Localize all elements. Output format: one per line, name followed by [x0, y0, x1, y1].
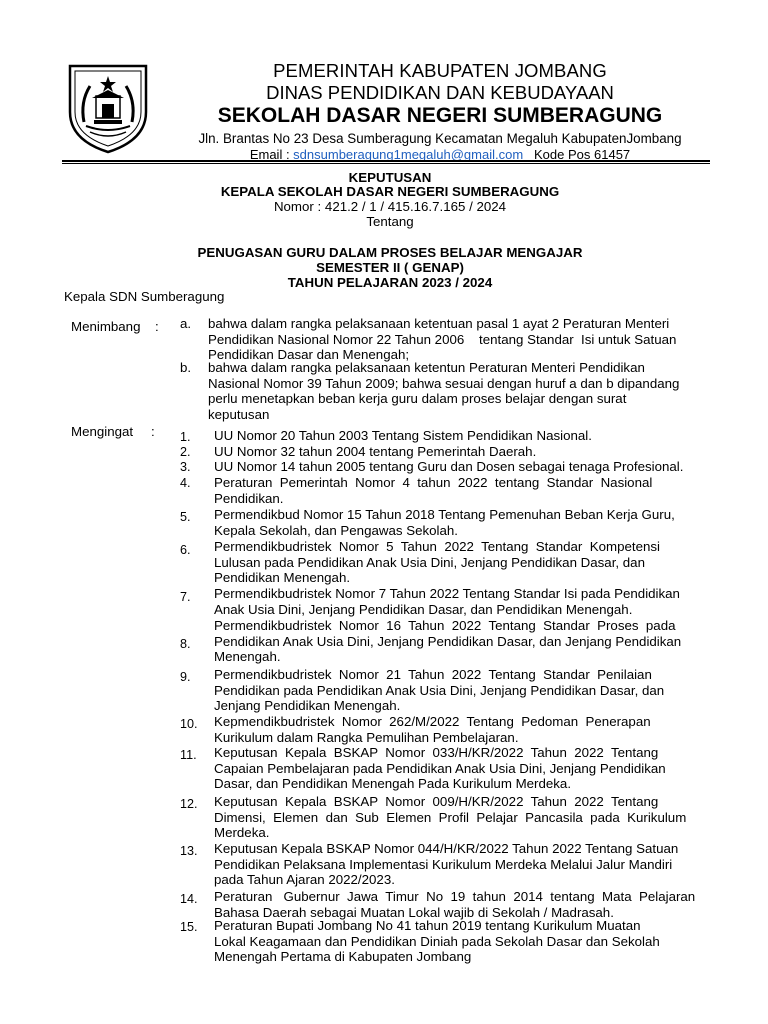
list-item	[214, 889, 705, 920]
text-line: bahwa dalam rangka pelaksanaan ketentuan pasal 1 ayat 2 Peraturan Menteri	[208, 316, 670, 331]
email-link[interactable]: sdnsumberagung1megaluh@gmail.com	[293, 147, 524, 162]
decree-title: KEPUTUSAN	[348, 170, 432, 185]
list-item	[214, 667, 705, 714]
text-line: Pendidikan Pelaksana Implementasi Kurikulum Merdeka Melalui Jalur Mandiri	[214, 856, 673, 872]
list-number: 4.	[180, 476, 191, 490]
list-item	[214, 507, 705, 538]
list-number: 14.	[180, 892, 198, 906]
list-number: 11.	[180, 748, 197, 762]
subject-line-2: SEMESTER II ( GENAP)	[316, 260, 464, 275]
list-item	[214, 714, 705, 745]
menimbang-item	[208, 360, 702, 422]
text-line: Pendidikan Anak Usia Dini, Jenjang Pendidikan Dasar, dan Jenjang Pendidikan	[214, 633, 682, 649]
menimbang-marker: b.	[180, 360, 192, 375]
text-line: UU Nomor 14 tahun 2005 tentang Guru dan Dosen sebagai tenaga Profesional.	[214, 459, 684, 474]
text-line: Nasional Nomor 39 Tahun 2009; bahwa sesuai dengan huruf a dan b dipandang	[208, 375, 680, 391]
header-divider	[62, 160, 710, 162]
text-line: perlu menetapkan beban kerja guru dalam proses belajar dengan surat	[208, 391, 627, 407]
text-line: Pendidikan Dasar dan Menengah;	[208, 347, 410, 363]
text-line: UU Nomor 20 Tahun 2003 Tentang Sistem Pendidikan Nasional.	[214, 428, 592, 443]
text-line: Peraturan Bupati Jombang No 41 tahun 2019 tentang Kurikulum Muatan	[214, 918, 641, 933]
department-name: DINAS PENDIDIKAN DAN KEBUDAYAAN	[266, 82, 614, 103]
text-line: Pendidikan Menengah.	[214, 570, 351, 586]
text-line: Keputusan Kepala BSKAP Nomor 044/H/KR/2022 Tahun 2022 Tentang Satuan	[214, 841, 679, 856]
list-item	[214, 618, 705, 665]
subject-line-3: TAHUN PELAJARAN 2023 / 2024	[287, 275, 493, 290]
list-item	[214, 444, 705, 460]
list-number: 15.	[180, 920, 198, 934]
list-number: 6.	[180, 543, 191, 557]
list-number: 12.	[180, 797, 198, 811]
mengingat-label: Mengingat	[71, 424, 134, 439]
mengingat-colon: :	[151, 424, 155, 439]
text-line: Pendidikan pada Pendidikan Anak Usia Dini, Jenjang Pendidikan Dasar, dan	[214, 682, 665, 698]
text-line: Menengah Pertama di Kabupaten Jombang	[214, 949, 472, 965]
list-number: 10.	[180, 717, 198, 731]
postcode: Kode Pos 61457	[534, 147, 631, 162]
text-line: Pendidikan Nasional Nomor 22 Tahun 2006 tentang Standar Isi untuk Satuan	[208, 331, 677, 347]
text-line: Kepala Sekolah, dan Pengawas Sekolah.	[214, 522, 458, 538]
text-line: Capaian Pembelajaran pada Pendidikan Anak Usia Dini, Jenjang Pendidikan	[214, 760, 666, 776]
list-number: 9.	[180, 670, 191, 684]
subject-line-1: PENUGASAN GURU DALAM PROSES BELAJAR MENGAJAR	[197, 245, 583, 260]
email-label: Email :	[249, 147, 294, 162]
text-line: Permendikbudristek Nomor 21 Tahun 2022 Tentang Standar Penilaian	[214, 667, 652, 682]
school-address: Jln. Brantas No 23 Desa Sumberagung Kecamatan Megaluh KabupatenJombang	[198, 131, 682, 146]
decree-issuer: KEPALA SEKOLAH DASAR NEGERI SUMBERAGUNG	[220, 184, 560, 199]
menimbang-item	[208, 316, 702, 363]
text-line: Merdeka.	[214, 825, 270, 841]
list-number: 7.	[180, 590, 191, 604]
list-number: 3.	[180, 460, 191, 474]
text-line: Lokal Keagamaan dan Pendidikan Diniah pada Sekolah Dasar dan Sekolah	[214, 933, 660, 949]
text-line: Permendikbudristek Nomor 7 Tahun 2022 Tentang Standar Isi pada Pendidikan	[214, 586, 680, 601]
text-line: Permendikbudristek Nomor 5 Tahun 2022 Tentang Standar Kompetensi	[214, 539, 660, 554]
text-line: Keputusan Kepala BSKAP Nomor 009/H/KR/2022 Tahun 2022 Tentang	[214, 794, 659, 809]
list-number: 8.	[180, 637, 191, 651]
text-line: Pendidikan.	[214, 490, 284, 506]
text-line: Peraturan Pemerintah Nomor 4 tahun 2022 tentang Standar Nasional	[214, 475, 653, 490]
list-number: 2.	[180, 445, 191, 459]
text-line: Lulusan pada Pendidikan Anak Usia Dini, Jenjang Pendidikan Dasar, dan	[214, 554, 645, 570]
list-number: 5.	[180, 510, 191, 524]
header-divider-thin	[62, 163, 710, 164]
list-item	[214, 539, 705, 586]
decree-about: Tentang	[366, 214, 414, 229]
text-line: Dasar, dan Pendidikan Menengah Pada Kurikulum Merdeka.	[214, 776, 572, 792]
text-line: Jenjang Pendidikan Menengah.	[214, 698, 401, 714]
list-item	[214, 475, 705, 506]
menimbang-label: Menimbang	[71, 319, 141, 334]
text-line: keputusan	[208, 406, 270, 422]
school-name: SEKOLAH DASAR NEGERI SUMBERAGUNG	[217, 104, 663, 127]
regency-emblem-icon	[66, 62, 150, 154]
list-number: 13.	[180, 844, 198, 858]
text-line: bahwa dalam rangka pelaksanaan ketentun Peraturan Menteri Pendidikan	[208, 360, 645, 375]
menimbang-marker: a.	[180, 316, 192, 331]
school-head: Kepala SDN Sumberagung	[64, 289, 225, 304]
list-item	[214, 745, 705, 792]
text-line: Bahasa Daerah sebagai Muatan Lokal wajib di Sekolah / Madrasah.	[214, 904, 614, 920]
text-line: Kepmendikbudristek Nomor 262/M/2022 Tentang Pedoman Penerapan	[214, 714, 651, 729]
text-line: UU Nomor 32 tahun 2004 tentang Pemerintah Daerah.	[214, 444, 537, 459]
list-item	[214, 841, 705, 888]
decree-number: Nomor : 421.2 / 1 / 415.16.7.165 / 2024	[273, 199, 507, 214]
text-line: Peraturan Gubernur Jawa Timur No 19 tahun 2014 tentang Mata Pelajaran	[214, 889, 696, 904]
list-item	[214, 918, 705, 965]
list-number: 1.	[180, 430, 191, 444]
text-line: Permendikbud Nomor 15 Tahun 2018 Tentang Pemenuhan Beban Kerja Guru,	[214, 507, 675, 522]
text-line: Kurikulum dalam Rangka Pemulihan Pembelajaran.	[214, 729, 519, 745]
text-line: pada Tahun Ajaran 2022/2023.	[214, 872, 395, 888]
list-item	[214, 794, 705, 841]
text-line: Dimensi, Elemen dan Sub Elemen Profil Pelajar Pancasila pada Kurikulum	[214, 809, 687, 825]
text-line: Permendikbudristek Nomor 16 Tahun 2022 Tentang Standar Proses pada	[214, 618, 676, 633]
text-line: Keputusan Kepala BSKAP Nomor 033/H/KR/2022 Tahun 2022 Tentang	[214, 745, 659, 760]
government-name: PEMERINTAH KABUPATEN JOMBANG	[273, 60, 607, 81]
text-line: Anak Usia Dini, Jenjang Pendidikan Dasar, dan Pendidikan Menengah.	[214, 601, 633, 617]
menimbang-colon: :	[155, 319, 159, 334]
letterhead	[160, 60, 720, 163]
list-item	[214, 428, 705, 444]
list-item	[214, 586, 705, 617]
list-item	[214, 459, 705, 475]
text-line: Menengah.	[214, 649, 281, 665]
